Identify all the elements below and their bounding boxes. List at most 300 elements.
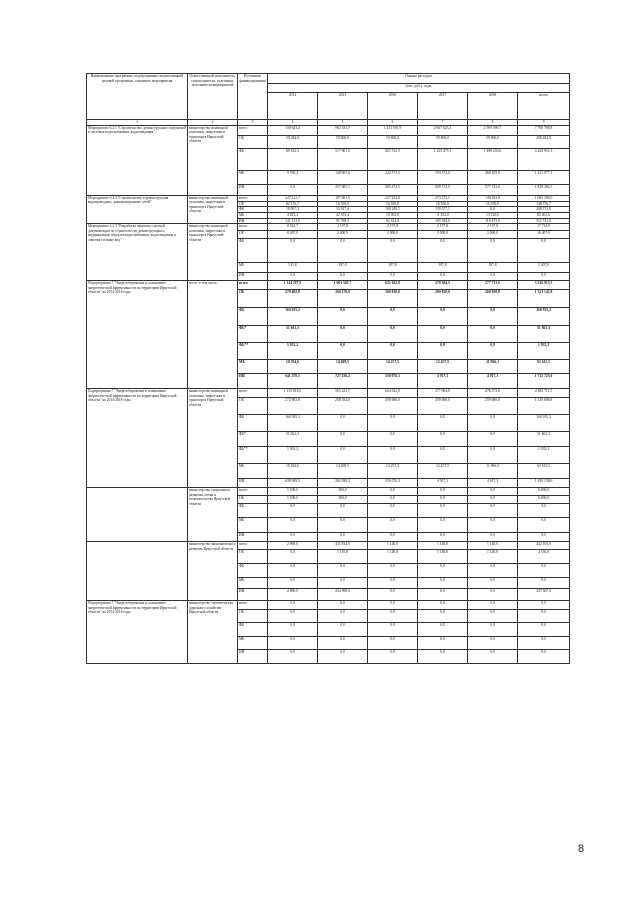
year-value-cell: 0,0	[268, 239, 318, 263]
funding-source-cell: МБ	[238, 212, 268, 218]
table-row	[87, 126, 570, 136]
year-value-cell: 0,0	[368, 504, 418, 518]
year-value-cell: 59 800,0	[318, 136, 368, 149]
funding-source-cell: ОБ	[238, 496, 268, 504]
year-value-cell: 16 550,0	[468, 201, 518, 207]
year-value-cell: 0,0	[368, 496, 418, 504]
program-name-cell	[87, 488, 188, 542]
funding-source-cell: МБ	[238, 263, 268, 273]
year-value-cell: 0,0	[368, 415, 418, 432]
funding-source-cell: МБ	[238, 171, 268, 185]
year-value-cell: 0,0	[418, 650, 468, 664]
total-value-cell: 6 000,0	[518, 488, 570, 496]
funding-source-cell: ОБ	[238, 550, 268, 564]
year-value-cell: 4 917,3	[418, 479, 468, 488]
year-value-cell: 1 413 591,9	[368, 126, 418, 136]
year-value-cell: 197,8	[418, 263, 468, 273]
year-value-cell: 259 690,0	[418, 398, 468, 415]
year-value-cell: 593 372,0	[418, 171, 468, 185]
year-value-cell: 95 788,5	[318, 218, 368, 224]
total-value-cell: 160 935,2	[518, 308, 570, 326]
year-value-cell: 59 800,0	[418, 136, 468, 149]
year-value-cell: 0,0	[418, 496, 468, 504]
program-name-cell	[87, 542, 188, 601]
funding-source-cell: МБ	[238, 518, 268, 533]
year-value-cell: 260 830,0	[468, 290, 518, 308]
year-value-cell: 0,0	[368, 601, 418, 610]
header-year: 2015	[318, 93, 368, 120]
year-value-cell: 16 550,0	[418, 201, 468, 207]
funding-source-cell: ФБ**	[238, 343, 268, 360]
total-value-cell: 0,0	[518, 637, 570, 650]
year-value-cell: 4 917,3	[468, 374, 518, 389]
year-value-cell: 148 163,0	[468, 196, 518, 202]
total-value-cell: 1 290 158,6	[518, 479, 570, 488]
year-value-cell: 0,0	[318, 432, 368, 447]
year-value-cell: 277 064,8	[418, 389, 468, 398]
year-value-cell: 2 197,8	[318, 224, 368, 231]
total-value-cell: 1 829 382,5	[518, 185, 570, 196]
year-value-cell: 305 472,5	[368, 185, 418, 196]
year-value-cell: 1 140,0	[418, 542, 468, 550]
year-value-cell: 0,0	[368, 518, 418, 533]
year-value-cell: 2 000,0	[468, 231, 518, 239]
funding-source-cell: ИИ	[238, 479, 268, 488]
year-value-cell: 139 577,1	[418, 207, 468, 213]
year-value-cell: 0,0	[268, 533, 318, 542]
year-value-cell: 0,0	[418, 239, 468, 263]
total-value-cell: 63 615,5	[518, 464, 570, 479]
header-column-number: 3	[238, 120, 268, 126]
total-value-cell: 0,0	[518, 533, 570, 542]
year-value-cell: 0,0	[268, 610, 318, 623]
year-value-cell: 160 935,2	[268, 308, 318, 326]
year-value-cell: 1 935,2	[268, 343, 318, 360]
year-value-cell: 11 966,3	[468, 464, 518, 479]
funding-source-cell: ФБ	[238, 415, 268, 432]
year-value-cell: 0,0	[418, 518, 468, 533]
year-value-cell: 0,0	[468, 637, 518, 650]
table-row	[87, 281, 570, 290]
year-value-cell: 0,0	[268, 601, 318, 610]
year-value-cell: 0,0	[368, 589, 418, 601]
year-value-cell: 277 713,6	[468, 281, 518, 290]
total-value-cell: 0,0	[518, 518, 570, 533]
year-value-cell: 51 661,3	[268, 326, 318, 343]
header-column-number: 5	[318, 120, 368, 126]
total-value-cell: 0,0	[518, 564, 570, 578]
year-value-cell: 14 257,5	[368, 360, 418, 374]
year-value-cell: 0,0	[418, 488, 468, 496]
funding-source-cell: ОБ	[238, 610, 268, 623]
table-row	[87, 488, 570, 496]
total-value-cell: 0,0	[518, 623, 570, 637]
program-name-cell: Подпрограмма 7 "Энергосбережение и повышение энергетической эффективности на территории Иркутской области" на 2014-2018 годы	[87, 389, 188, 488]
year-value-cell: 0,0	[368, 650, 418, 664]
funding-source-cell: всего	[238, 126, 268, 136]
year-value-cell: 5 500,0	[268, 496, 318, 504]
total-value-cell: 6 000,0	[518, 496, 570, 504]
executor-cell: министерство жилищной политики, энергетики и транспорта Иркутской области	[188, 196, 238, 224]
funding-source-cell: ОБ	[238, 201, 268, 207]
year-value-cell: 0,0	[468, 504, 518, 518]
funding-source-cell: всего	[238, 488, 268, 496]
year-value-cell: 92 422,0	[368, 218, 418, 224]
header-executor: Ответственный исполнитель, соисполнители, участники, исполнители мероприятий	[188, 74, 238, 120]
year-value-cell: 0,0	[368, 326, 418, 343]
table-row	[87, 601, 570, 610]
header-program: Наименование программы, подпрограммы, ведомственной целевой программы, основного мероприятия	[87, 74, 188, 120]
funding-source-cell: ИИ	[238, 218, 268, 224]
year-value-cell: 260 830,0	[368, 290, 418, 308]
year-value-cell: 0,0	[468, 343, 518, 360]
year-value-cell: 0,0	[468, 578, 518, 589]
year-value-cell: 624 022,8	[368, 389, 418, 398]
year-value-cell: 0,0	[418, 637, 468, 650]
year-value-cell: 0,0	[268, 273, 318, 281]
year-value-cell: 0,0	[418, 432, 468, 447]
total-value-cell: 298 711,9	[518, 207, 570, 213]
funding-source-cell: МБ	[238, 464, 268, 479]
year-value-cell: 0,0	[468, 447, 518, 464]
year-value-cell: 227 254,0	[368, 196, 418, 202]
year-value-cell: 0,0	[318, 326, 368, 343]
executor-cell: министерство строительства, дорожного хозяйства Иркутской области	[188, 601, 238, 664]
total-value-cell: 160 935,2	[518, 415, 570, 432]
year-value-cell: 8 407,9	[268, 231, 318, 239]
funding-source-cell: ОБ	[238, 398, 268, 415]
year-value-cell: 222 573,5	[368, 171, 418, 185]
funding-source-cell: ИИ	[238, 374, 268, 389]
header-column-number: 4	[268, 120, 318, 126]
total-value-cell: 16 407,9	[518, 231, 570, 239]
year-value-cell: 0,0	[418, 504, 468, 518]
year-value-cell: 517 861,0	[318, 149, 368, 171]
funding-source-cell: ФБ	[238, 207, 268, 213]
year-value-cell: 278 482,8	[268, 290, 318, 308]
year-value-cell: 0,0	[418, 564, 468, 578]
year-value-cell: 10 063,0	[368, 212, 418, 218]
year-value-cell: 2 869,0	[268, 589, 318, 601]
year-value-cell: 13 120,0	[468, 212, 518, 218]
funding-source-cell: ФБ	[238, 308, 268, 326]
year-value-cell: 0,0	[318, 518, 368, 533]
year-value-cell: 0,0	[268, 504, 318, 518]
year-value-cell: 0,0	[318, 578, 368, 589]
year-value-cell: 0,0	[368, 343, 418, 360]
year-value-cell: 0,0	[418, 610, 468, 623]
year-value-cell: 1 140,0	[418, 550, 468, 564]
year-value-cell: 0,0	[318, 650, 368, 664]
total-value-cell: 3 326 913,5	[518, 281, 570, 290]
year-value-cell: 1 140,0	[468, 542, 518, 550]
funding-source-cell: всего	[238, 389, 268, 398]
year-value-cell: 0,0	[318, 273, 368, 281]
total-value-cell: 0,0	[518, 504, 570, 518]
year-value-cell: 0,0	[368, 447, 418, 464]
year-value-cell: 259 690,0	[368, 398, 418, 415]
program-name-cell: Подпрограмма 7 "Энергосбережение и повышение энергетической эффективности на территории Иркутской области" на 2014-2018 годы	[87, 601, 188, 664]
year-value-cell: 0,0	[368, 610, 418, 623]
year-value-cell: 0,0	[318, 447, 368, 464]
year-value-cell: 82 176,7	[268, 201, 318, 207]
year-value-cell: 689 172,0	[418, 185, 468, 196]
table-row	[87, 542, 570, 550]
total-value-cell: 2 882 711,5	[518, 389, 570, 398]
year-value-cell: 2 197,8	[468, 224, 518, 231]
year-value-cell: 0,0	[468, 533, 518, 542]
year-value-cell: 0,0	[368, 273, 418, 281]
year-value-cell: 247 112,7	[268, 196, 318, 202]
funding-source-cell: ФБ**	[238, 447, 268, 464]
total-value-cell: 298 484,9	[518, 136, 570, 149]
year-value-cell: 9 530,2	[268, 171, 318, 185]
year-value-cell: 0,0	[418, 447, 468, 464]
total-value-cell: 0,0	[518, 578, 570, 589]
year-value-cell: 51 661,3	[268, 432, 318, 447]
year-value-cell: 0,0	[318, 308, 368, 326]
funding-source-cell: ФБ*	[238, 432, 268, 447]
year-value-cell: 42 353,4	[318, 212, 368, 218]
year-value-cell: 292 038,2	[318, 479, 368, 488]
funding-source-cell: ИИ	[238, 650, 268, 664]
total-value-cell: 1 307,0	[518, 263, 570, 273]
total-value-cell: 1 935,2	[518, 447, 570, 464]
total-value-cell: 51 661,3	[518, 326, 570, 343]
funding-source-cell: всего	[238, 542, 268, 550]
year-value-cell: 435 814,0	[318, 542, 368, 550]
year-value-cell: 0,0	[318, 601, 368, 610]
year-value-cell: 12 457,5	[418, 464, 468, 479]
year-value-cell: 0,0	[318, 504, 368, 518]
year-value-cell: 0,0	[368, 578, 418, 589]
year-value-cell: 59 284,9	[268, 136, 318, 149]
header-estimate: Оценка расходов	[268, 74, 570, 84]
funding-source-cell: всего	[238, 224, 268, 231]
year-value-cell: 0,0	[268, 623, 318, 637]
year-value-cell: 0,0	[318, 415, 368, 432]
year-value-cell: 260 830,0	[418, 290, 468, 308]
year-value-cell: 141 123,0	[268, 218, 318, 224]
year-value-cell: 0,0	[418, 343, 468, 360]
year-value-cell: 0,0	[268, 578, 318, 589]
year-value-cell: 0,0	[368, 533, 418, 542]
year-value-cell: 187 661,5	[318, 196, 368, 202]
year-value-cell: 0,0	[368, 239, 418, 263]
year-value-cell: 1 144 187,5	[268, 281, 318, 290]
program-name-cell: Подпрограмма 7 "Энергосбережение и повышение энергетической эффективности на территории Иркутской области" на 2014-2018 годы	[87, 281, 188, 389]
year-value-cell: 1 140,0	[368, 550, 418, 564]
year-value-cell: 272 982,8	[268, 398, 318, 415]
year-value-cell: 119 475,0	[468, 218, 518, 224]
document-sheet	[86, 73, 569, 664]
year-value-cell: 4 917,3	[418, 374, 468, 389]
header-column-number: 9	[518, 120, 570, 126]
year-value-cell: 8 923,7	[268, 224, 318, 231]
total-value-cell: 1 441 977,1	[518, 171, 570, 185]
header-year: 2018	[468, 93, 518, 120]
year-value-cell: 273 172,1	[418, 196, 468, 202]
total-value-cell: 17 714,9	[518, 224, 570, 231]
year-value-cell: 350 076,3	[368, 479, 418, 488]
year-value-cell: 16 550,0	[368, 201, 418, 207]
total-value-cell: 51 661,3	[518, 432, 570, 447]
header-column-number: 8	[468, 120, 518, 126]
year-value-cell: 0,0	[368, 637, 418, 650]
page-number: 8	[578, 843, 585, 855]
year-value-cell: 0,0	[418, 623, 468, 637]
funding-source-cell: ФБ	[238, 623, 268, 637]
header-year: 2016	[368, 93, 418, 120]
table-row	[87, 389, 570, 398]
year-value-cell: 59 800,0	[468, 136, 518, 149]
total-value-cell: 82 461,6	[518, 212, 570, 218]
total-value-cell: 4 228 951,3	[518, 149, 570, 171]
year-value-cell: 0,0	[318, 610, 368, 623]
year-value-cell: 0,0	[268, 185, 318, 196]
total-value-cell: 4 536,0	[518, 550, 570, 564]
year-value-cell: 160 935,2	[268, 415, 318, 432]
total-value-cell: 0,0	[518, 239, 570, 263]
header-column-number: 6	[368, 120, 418, 126]
total-value-cell: 0,0	[518, 273, 570, 281]
year-value-cell: 138 643,4	[268, 126, 318, 136]
year-value-cell: 727 236,2	[318, 374, 368, 389]
year-value-cell: 625 162,8	[368, 281, 418, 290]
year-value-cell: 0,0	[268, 518, 318, 533]
year-value-cell: 260 170,0	[318, 290, 368, 308]
funding-source-cell: ИИ	[238, 533, 268, 542]
program-name-cell: Мероприятие 6.2.3 "Разработка проектно-сметной документации по строительству, реконструкции и модернизации объектов водоснабжения, водоотведения и очистки сточных вод"	[87, 224, 188, 281]
year-value-cell: 500,0	[318, 488, 368, 496]
year-value-cell: 982 331,7	[318, 126, 368, 136]
year-value-cell: 18 997,5	[268, 207, 318, 213]
header-year: итого	[518, 93, 570, 120]
year-value-cell: 2 595 599,7	[468, 126, 518, 136]
year-value-cell: 33 927,4	[318, 207, 368, 213]
year-value-cell: 0,0	[418, 326, 468, 343]
funding-source-cell: ФБ	[238, 564, 268, 578]
year-value-cell: 0,0	[468, 273, 518, 281]
executor-cell: министерство жилищной политики, энергетики и транспорта Иркутской области	[188, 126, 238, 196]
total-value-cell: 1 321 142,8	[518, 290, 570, 308]
year-value-cell: 565 221,7	[318, 389, 368, 398]
year-value-cell: 434 698,0	[318, 589, 368, 601]
funding-source-cell: ИИ	[238, 273, 268, 281]
year-value-cell: 1 135 818,5	[268, 389, 318, 398]
year-value-cell: 197,8	[468, 263, 518, 273]
executor-cell: министерство экономического развития Иркутской области	[188, 542, 238, 601]
year-value-cell: 105 943,0	[418, 218, 468, 224]
funding-source-cell: ФБ	[238, 149, 268, 171]
year-value-cell: 197,8	[368, 263, 418, 273]
year-value-cell: 500,0	[318, 496, 368, 504]
header-column-number: 7	[418, 120, 468, 126]
year-value-cell: 0,0	[468, 650, 518, 664]
total-value-cell: 1 310 606,8	[518, 398, 570, 415]
year-value-cell: 1 225 279,1	[418, 149, 468, 171]
program-name-cell: Мероприятие 6.2.1 "Строительство, реконструкция сооружений в системах водоснабжения, водоотведения"	[87, 126, 188, 196]
year-value-cell: 0,0	[268, 550, 318, 564]
year-value-cell: 350 076,3	[368, 374, 418, 389]
header-year: 2014	[268, 93, 318, 120]
year-value-cell: 0,0	[468, 496, 518, 504]
year-value-cell: 0,0	[418, 415, 468, 432]
funding-source-cell: ФБ*	[238, 326, 268, 343]
year-value-cell: 11 102,0	[418, 212, 468, 218]
year-value-cell: 0,0	[368, 488, 418, 496]
year-value-cell: 0,0	[318, 239, 368, 263]
year-value-cell: 0,0	[418, 601, 468, 610]
year-value-cell: 0,0	[368, 623, 418, 637]
year-value-cell: 0,0	[318, 623, 368, 637]
funding-source-cell: ИИ	[238, 589, 268, 601]
funding-source-cell: всего	[238, 196, 268, 202]
total-value-cell: 552 741,8	[518, 218, 570, 224]
total-value-cell: 0,0	[518, 650, 570, 664]
year-value-cell: 1 935,2	[268, 447, 318, 464]
year-value-cell: 641 478,5	[268, 374, 318, 389]
year-value-cell: 5 500,0	[268, 488, 318, 496]
year-value-cell: 0,0	[268, 637, 318, 650]
total-value-cell: 1 935,2	[518, 343, 570, 360]
year-value-cell: 2 000,0	[418, 231, 468, 239]
year-value-cell: 0,0	[318, 637, 368, 650]
year-value-cell: 0,0	[268, 564, 318, 578]
year-value-cell: 257 605,1	[318, 185, 368, 196]
year-value-cell: 16 550,0	[318, 201, 368, 207]
total-value-cell: 7 798 789,8	[518, 126, 570, 136]
year-value-cell: 12 457,5	[418, 360, 468, 374]
year-value-cell: 0,0	[368, 564, 418, 578]
year-value-cell: 577 132,0	[468, 185, 518, 196]
total-value-cell: 148 376,7	[518, 201, 570, 207]
year-value-cell: 14 609,5	[318, 464, 368, 479]
year-value-cell: 4 823,2	[268, 212, 318, 218]
program-name-cell: Мероприятие 6.2.2 "Строительство и реконструкция водопроводных, канализационных сетей"	[87, 196, 188, 224]
year-value-cell: 0,0	[418, 308, 468, 326]
year-value-cell: 258 554,0	[318, 398, 368, 415]
year-value-cell: 2 869,0	[268, 542, 318, 550]
total-value-cell: 0,0	[518, 601, 570, 610]
budget-table	[86, 73, 570, 664]
total-value-cell: 1 732 725,6	[518, 374, 570, 389]
year-value-cell: 1 490 233,0	[468, 149, 518, 171]
year-value-cell: 0,0	[468, 601, 518, 610]
year-value-cell: 259 690,0	[468, 398, 518, 415]
executor-cell: министерство социального развития, опеки и попечительства Иркутской области	[188, 488, 238, 542]
year-value-cell: 14 257,5	[368, 464, 418, 479]
year-value-cell: 0,0	[418, 589, 468, 601]
header-column-number: 1	[87, 120, 188, 126]
funding-source-cell: всего	[238, 281, 268, 290]
header-year: 2017	[418, 93, 468, 120]
year-value-cell: 0,0	[418, 533, 468, 542]
funding-source-cell: ИИ	[238, 185, 268, 196]
funding-source-cell: ОБ	[238, 290, 268, 308]
year-value-cell: 0,0	[468, 518, 518, 533]
year-value-cell: 10 294,6	[268, 360, 318, 374]
year-value-cell: 1 001 545,7	[318, 281, 368, 290]
total-value-cell: 442 103,0	[518, 542, 570, 550]
year-value-cell: 0,0	[468, 207, 518, 213]
year-value-cell: 0,0	[468, 488, 518, 496]
year-value-cell: 2 667 623,1	[418, 126, 468, 136]
funding-source-cell: МБ	[238, 637, 268, 650]
year-value-cell: 0,0	[468, 589, 518, 601]
year-value-cell: 0,0	[468, 326, 518, 343]
funding-source-cell: всего	[238, 601, 268, 610]
